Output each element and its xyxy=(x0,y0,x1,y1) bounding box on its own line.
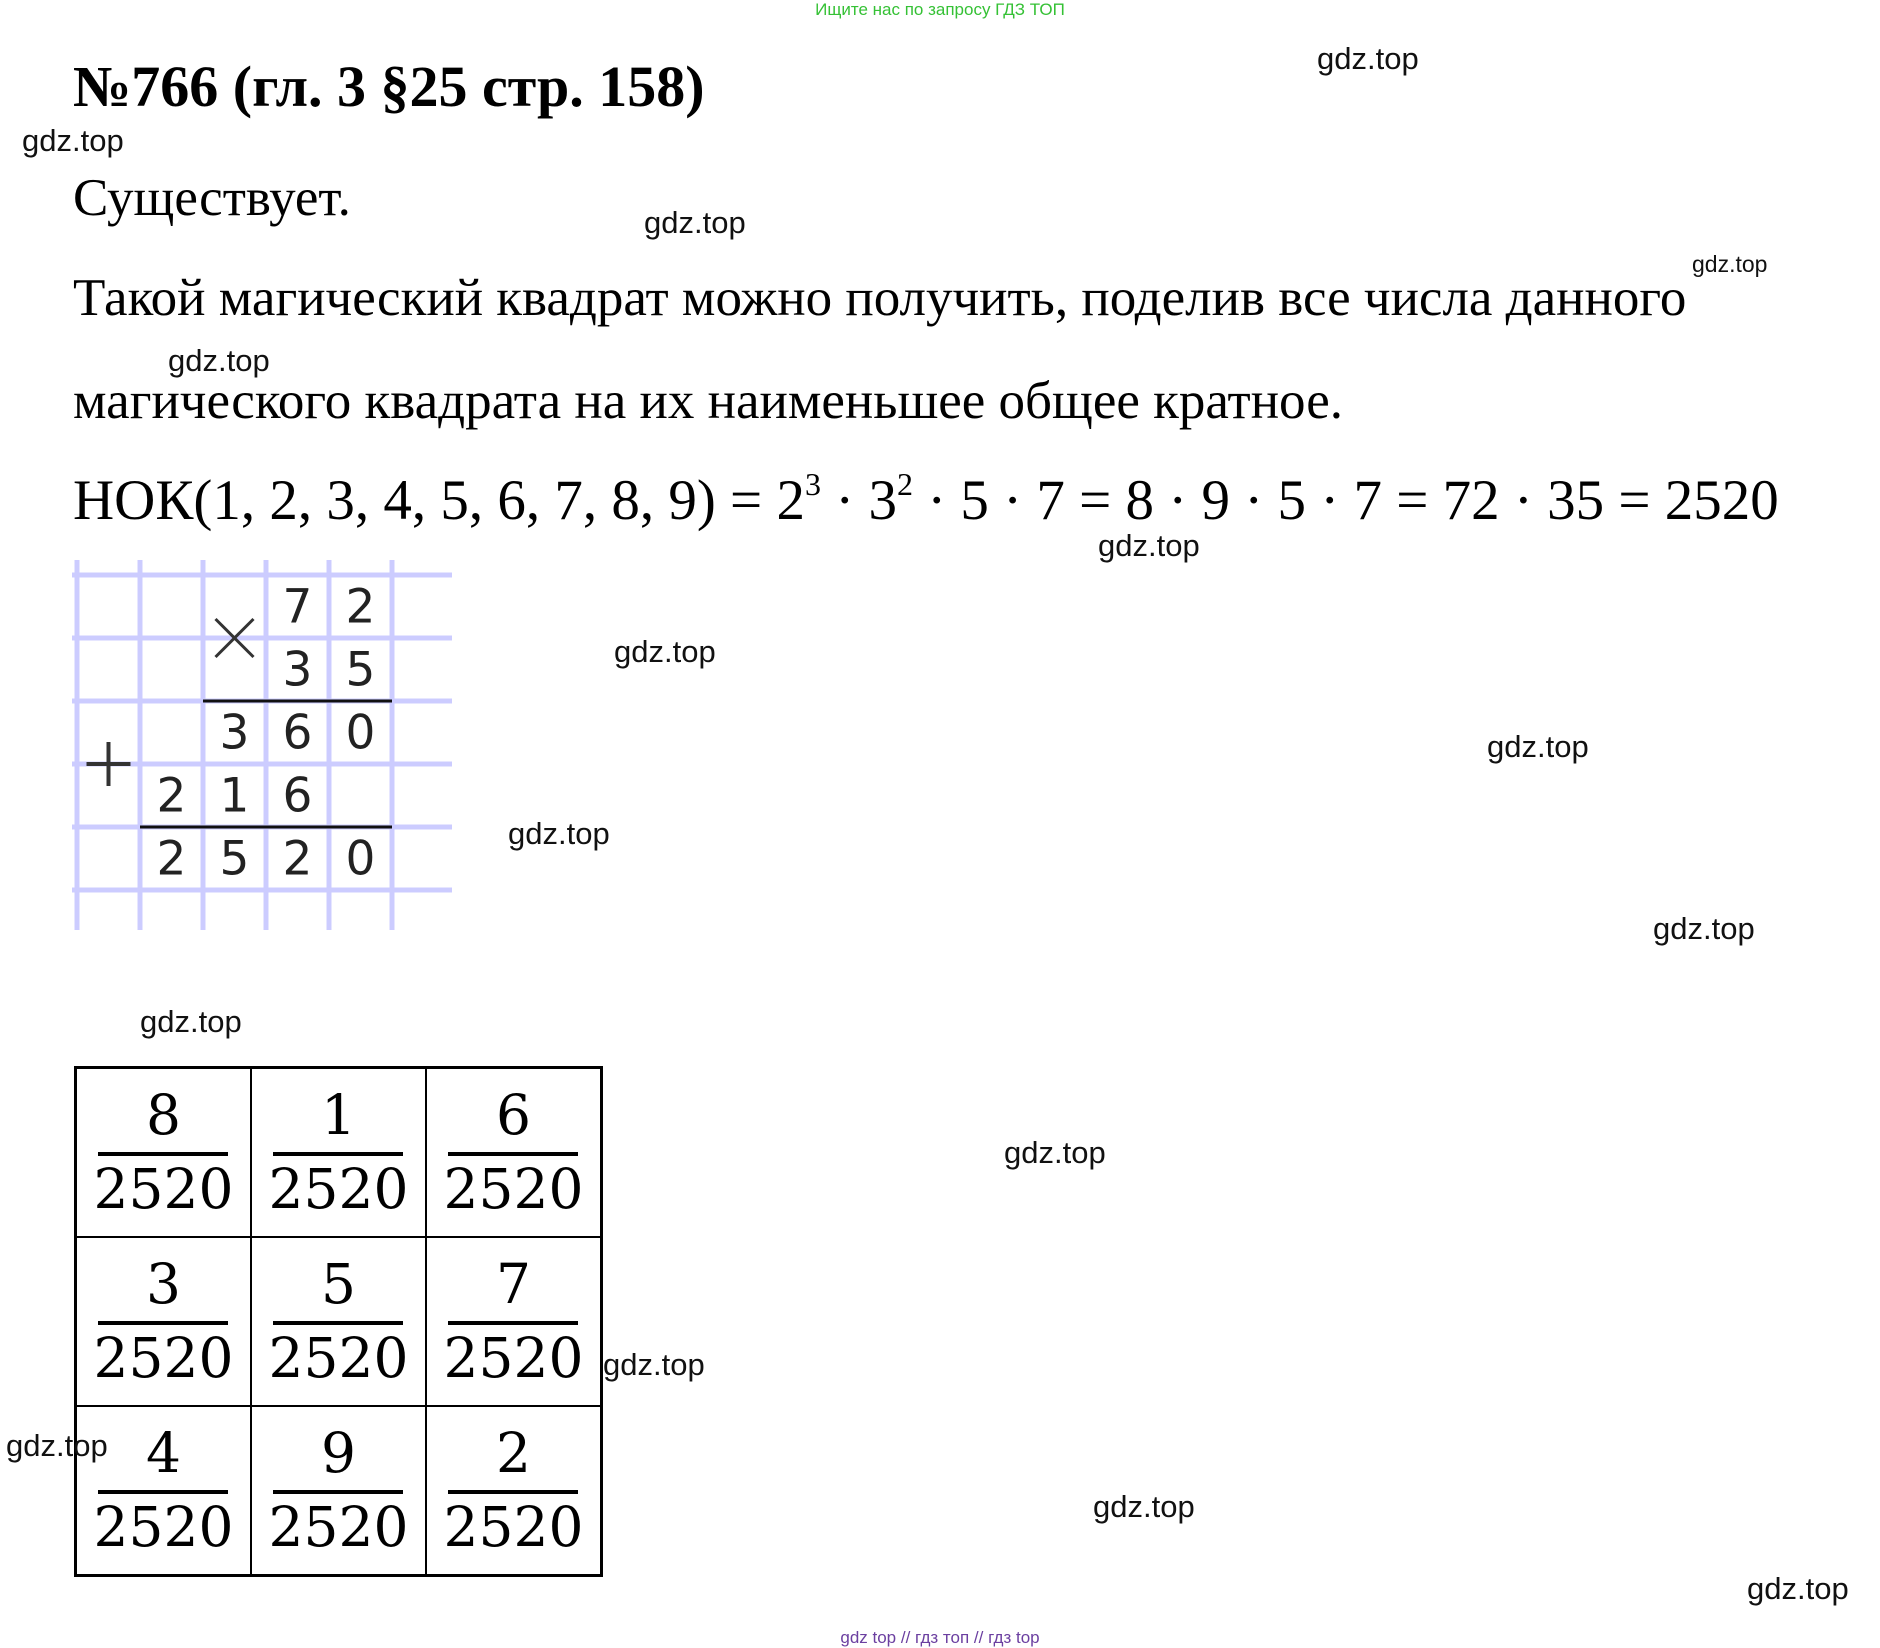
fraction-bar xyxy=(98,1490,228,1494)
fraction-bar xyxy=(273,1490,403,1494)
top-banner[interactable]: Ищите нас по запросу ГДЗ ТОП xyxy=(815,0,1065,19)
watermark-text: gdz.top xyxy=(1747,1571,1849,1606)
result-digit: 2 xyxy=(282,831,313,887)
lcm-middle: · 3 xyxy=(820,469,897,532)
partial-product-digit: 2 xyxy=(156,768,187,824)
fraction-denominator: 2520 xyxy=(93,1494,234,1559)
multiplier-digit: 5 xyxy=(345,642,376,698)
explanation-line-1: Такой магический квадрат можно получить, поделив все числа данного xyxy=(73,269,1687,327)
answer-text: Существует. xyxy=(73,169,351,227)
fraction-denominator: 2520 xyxy=(443,1325,584,1390)
fraction xyxy=(440,1252,588,1390)
watermark-text: gdz.top xyxy=(1098,528,1200,563)
magic-square-row xyxy=(76,1068,602,1238)
lcm-exponent-1: 3 xyxy=(804,466,821,502)
column-multiplication xyxy=(72,560,456,940)
lcm-exponent-2: 2 xyxy=(896,466,913,502)
watermark-text: gdz.top xyxy=(1653,911,1755,946)
magic-square-cell xyxy=(251,1068,426,1238)
fraction-numerator: 6 xyxy=(495,1083,531,1148)
multiplicand-digit: 7 xyxy=(282,579,313,635)
fraction xyxy=(265,1252,413,1390)
fraction xyxy=(440,1083,588,1221)
fraction-denominator: 2520 xyxy=(443,1494,584,1559)
footer-link[interactable]: gdz top xyxy=(840,1628,897,1647)
fraction-bar xyxy=(448,1152,578,1156)
partial-product-digit: 1 xyxy=(219,768,250,824)
partial-product-digit: 6 xyxy=(282,768,313,824)
lcm-formula xyxy=(73,466,1779,532)
fraction-numerator: 4 xyxy=(145,1421,181,1486)
explanation-line-2: магического квадрата на их наименьшее общее кратное. xyxy=(73,372,1343,430)
footer-link[interactable]: гдз top xyxy=(988,1628,1040,1647)
fraction-bar xyxy=(448,1490,578,1494)
fraction xyxy=(440,1421,588,1559)
bottom-links xyxy=(0,1628,1880,1648)
fraction-numerator: 3 xyxy=(145,1252,181,1317)
partial-product-digit: 6 xyxy=(282,705,313,761)
fraction-denominator: 2520 xyxy=(268,1494,409,1559)
magic-square-cell xyxy=(426,1237,602,1406)
magic-square-cell xyxy=(76,1237,252,1406)
watermark-text: gdz.top xyxy=(1004,1135,1106,1170)
link-separator: // xyxy=(969,1628,989,1647)
partial-product-digit: 3 xyxy=(219,705,250,761)
multiplier-digit: 3 xyxy=(282,642,313,698)
watermark-text: gdz.top xyxy=(1317,41,1419,76)
watermark-text: gdz.top xyxy=(1093,1489,1195,1524)
fraction-bar xyxy=(448,1321,578,1325)
watermark-text: gdz.top xyxy=(168,343,270,378)
fraction-numerator: 5 xyxy=(320,1252,356,1317)
fraction-numerator: 2 xyxy=(495,1421,531,1486)
magic-square-cell xyxy=(426,1068,602,1238)
fraction xyxy=(265,1083,413,1221)
fraction-numerator: 9 xyxy=(320,1421,356,1486)
fraction-bar xyxy=(273,1321,403,1325)
partial-product-digit: 0 xyxy=(345,705,376,761)
link-separator: // xyxy=(896,1628,916,1647)
watermark-text: gdz.top xyxy=(508,816,610,851)
fraction-numerator: 1 xyxy=(320,1083,356,1148)
fraction-denominator: 2520 xyxy=(443,1156,584,1221)
grid-paper xyxy=(72,560,456,940)
problem-title: №766 (гл. 3 §25 стр. 158) xyxy=(73,54,705,119)
fraction-numerator: 7 xyxy=(495,1252,531,1317)
footer-link[interactable]: гдз топ xyxy=(915,1628,970,1647)
fraction-denominator: 2520 xyxy=(268,1156,409,1221)
watermark-text: gdz.top xyxy=(6,1428,108,1463)
result-digit: 5 xyxy=(219,831,250,887)
fraction xyxy=(90,1083,238,1221)
watermark-text: gdz.top xyxy=(603,1347,705,1382)
watermark-text: gdz.top xyxy=(1692,251,1768,277)
watermark-text: gdz.top xyxy=(614,634,716,669)
lcm-suffix: · 5 · 7 = 8 · 9 · 5 · 7 = 72 · 35 = 2520 xyxy=(912,469,1779,532)
magic-square-cell xyxy=(251,1237,426,1406)
fraction-bar xyxy=(98,1321,228,1325)
result-digit: 2 xyxy=(156,831,187,887)
watermark-text: gdz.top xyxy=(1487,729,1589,764)
magic-square-cell xyxy=(76,1068,252,1238)
fraction-denominator: 2520 xyxy=(93,1325,234,1390)
fraction xyxy=(265,1421,413,1559)
fraction-denominator: 2520 xyxy=(93,1156,234,1221)
magic-square-table xyxy=(74,1066,603,1577)
fraction-numerator: 8 xyxy=(145,1083,181,1148)
fraction-denominator: 2520 xyxy=(268,1325,409,1390)
magic-square-cell xyxy=(251,1406,426,1576)
magic-square-row xyxy=(76,1237,602,1406)
watermark-text: gdz.top xyxy=(140,1004,242,1039)
magic-square-cell xyxy=(426,1406,602,1576)
fraction xyxy=(90,1252,238,1390)
fraction-bar xyxy=(273,1152,403,1156)
multiplicand-digit: 2 xyxy=(345,579,376,635)
watermark-text: gdz.top xyxy=(644,205,746,240)
magic-square-row xyxy=(76,1406,602,1576)
result-digit: 0 xyxy=(345,831,376,887)
fraction xyxy=(90,1421,238,1559)
lcm-prefix: НОК(1, 2, 3, 4, 5, 6, 7, 8, 9) = 2 xyxy=(73,469,805,532)
watermark-text: gdz.top xyxy=(22,123,124,158)
fraction-bar xyxy=(98,1152,228,1156)
